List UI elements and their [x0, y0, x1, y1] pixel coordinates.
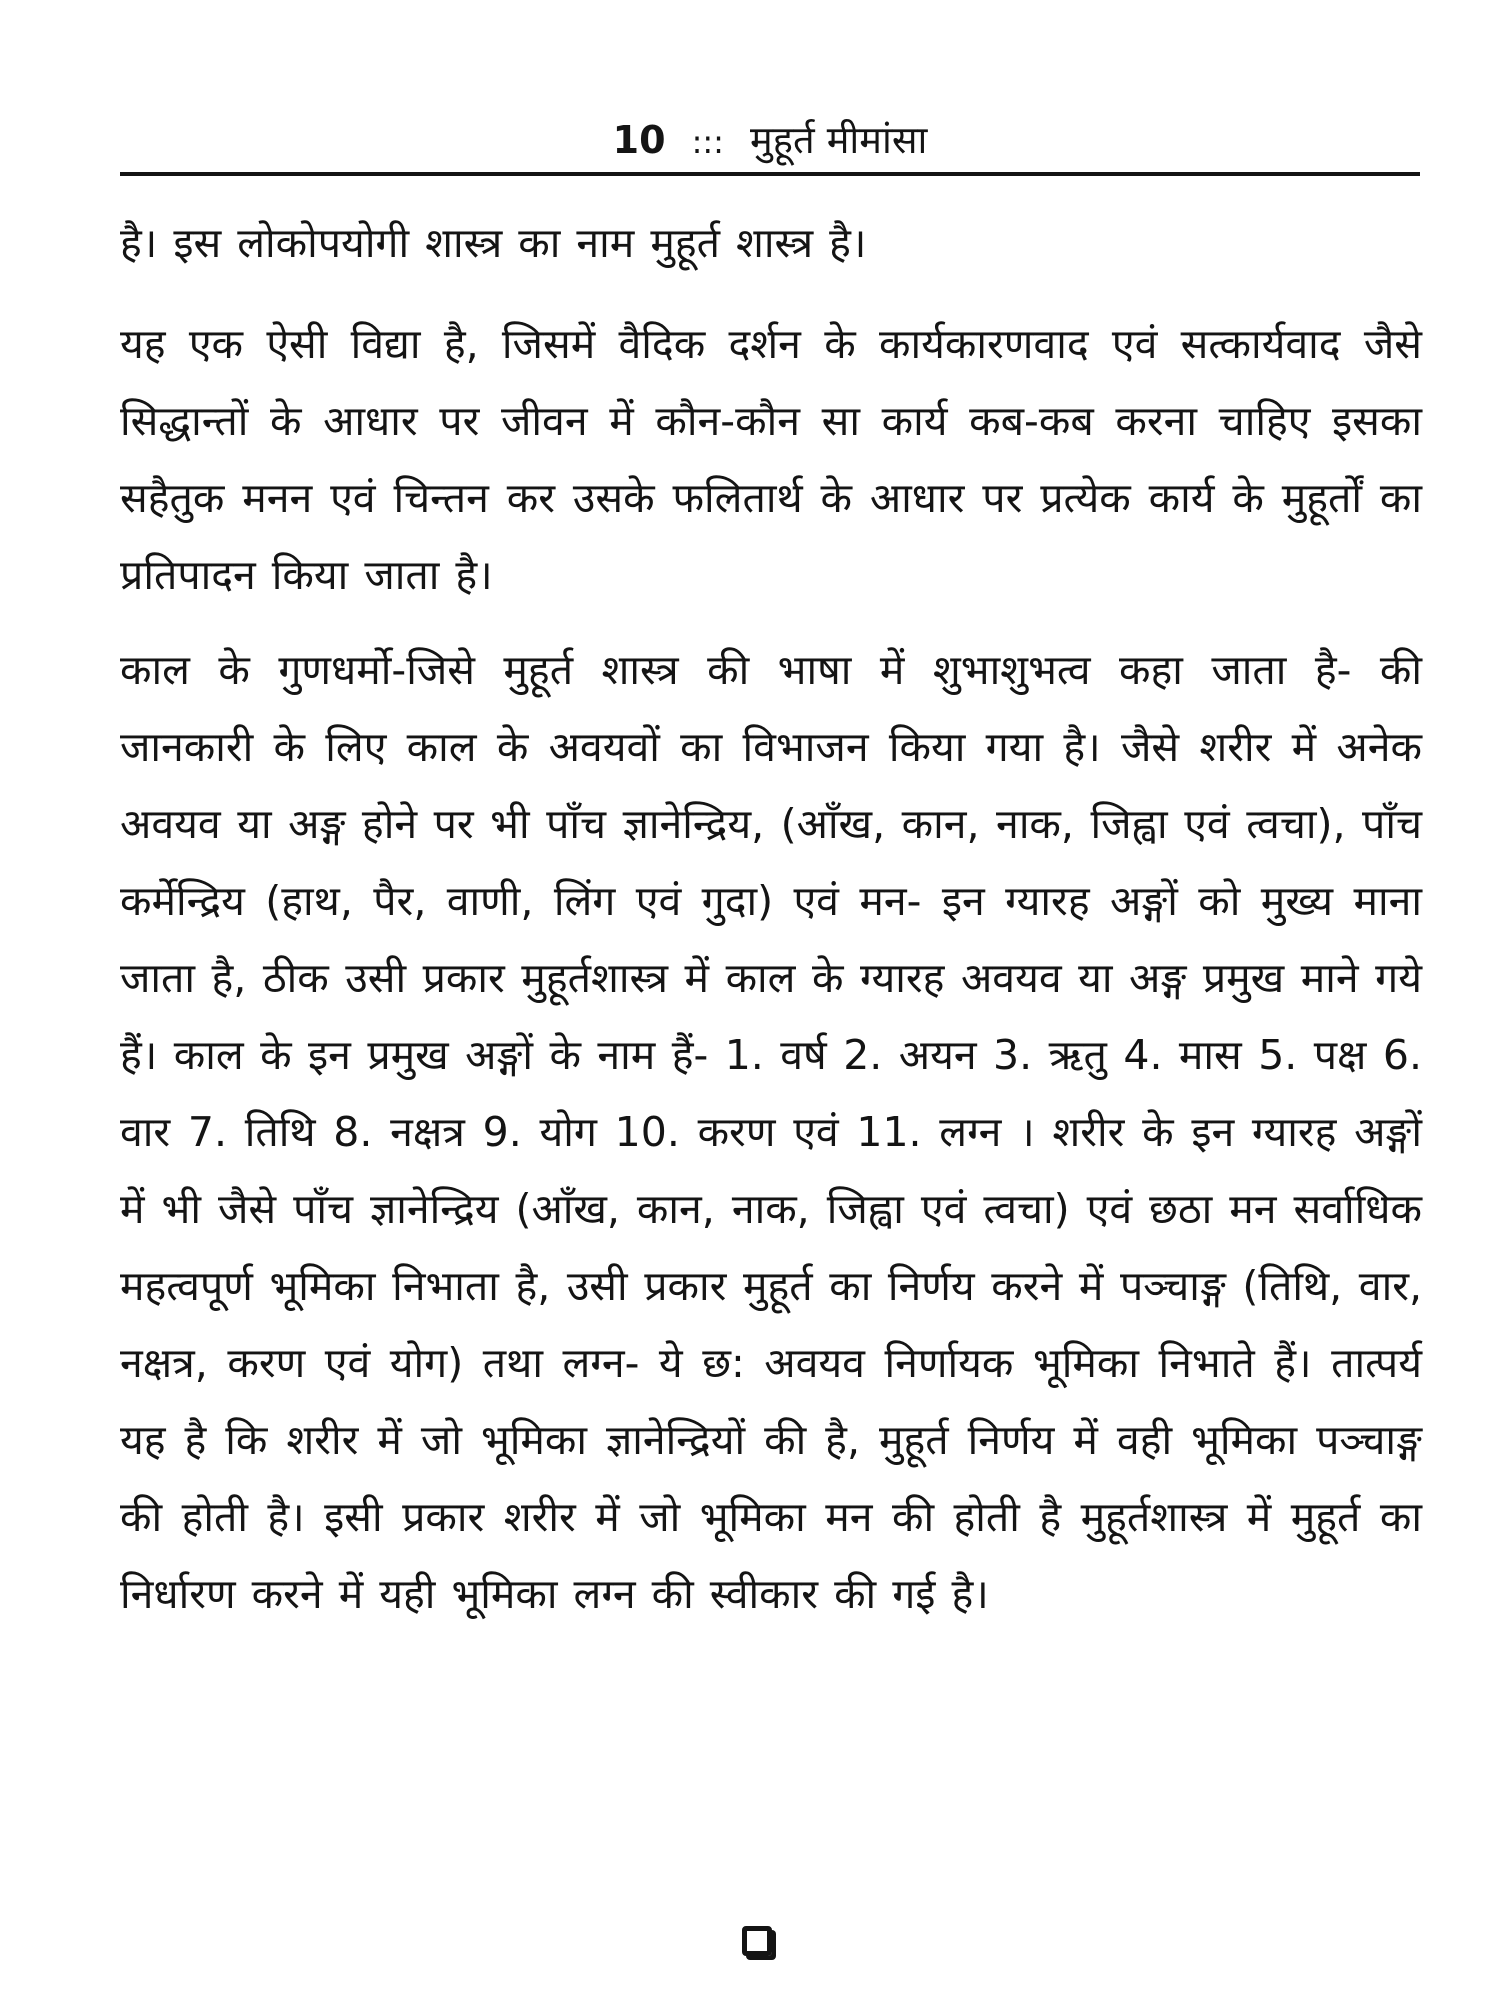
header-separator: :::: [691, 123, 724, 161]
running-header: [120, 110, 1420, 170]
section-end-mark-icon: [742, 1926, 772, 1956]
paragraph: काल के गुणधर्मो-जिसे मुहूर्त शास्त्र की भाषा में शुभाशुभत्व कहा जाता है- की जानकारी के लिए काल के अवयवों का विभाजन किया गया है। जैसे शरीर में अनेक अवयव या अङ्ग होने पर भी पाँच ज्ञानेन्द्रिय, (आँख, कान, नाक, जिह्वा एवं त्वचा), पाँच कर्मेन्द्रिय (हाथ, पैर, वाणी, लिंग एवं गुदा) एवं मन- इन ग्यारह अङ्गों को मुख्य माना जाता है, ठीक उसी प्रकार मुहूर्तशास्त्र में काल के ग्यारह अवयव या अङ्ग प्रमुख माने गये हैं। काल के इन प्रमुख अङ्गों के नाम हैं- 1. वर्ष 2. अयन 3. ऋतु 4. मास 5. पक्ष 6. वार 7. तिथि 8. नक्षत्र 9. योग 10. करण एवं 11. लग्न । शरीर के इन ग्यारह अङ्गों में भी जैसे पाँच ज्ञानेन्द्रिय (आँख, कान, नाक, जिह्वा एवं त्वचा) एवं छठा मन सर्वाधिक महत्वपूर्ण भूमिका निभाता है, उसी प्रकार मुहूर्त का निर्णय करने में पञ्चाङ्ग (तिथि, वार, नक्षत्र, करण एवं योग) तथा लग्न- ये छ: अवयव निर्णायक भूमिका निभाते हैं। तात्पर्य यह है कि शरीर में जो भूमिका ज्ञानेन्द्रियों की है, मुहूर्त निर्णय में वही भूमिका पञ्चाङ्ग की होती है। इसी प्रकार शरीर में जो भूमिका मन की होती है मुहूर्तशास्त्र में मुहूर्त का निर्धारण करने में यही भूमिका लग्न की स्वीकार की गई है।: [120, 646, 1422, 1618]
header-rule: [120, 172, 1420, 176]
body-text: [120, 205, 1422, 1633]
book-title: मुहूर्त मीमांसा: [750, 118, 928, 162]
page-number: 10: [612, 118, 666, 162]
paragraph: है। इस लोकोपयोगी शास्त्र का नाम मुहूर्त शास्त्र है।: [120, 219, 867, 267]
paragraph: यह एक ऐसी विद्या है, जिसमें वैदिक दर्शन के कार्यकारणवाद एवं सत्कार्यवाद जैसे सिद्धान्तों के आधार पर जीवन में कौन-कौन सा कार्य कब-कब करना चाहिए इसका सहैतुक मनन एवं चिन्तन कर उसके फलितार्थ के आधार पर प्रत्येक कार्य के मुहूर्तों का प्रतिपादन किया जाता है।: [120, 320, 1422, 599]
